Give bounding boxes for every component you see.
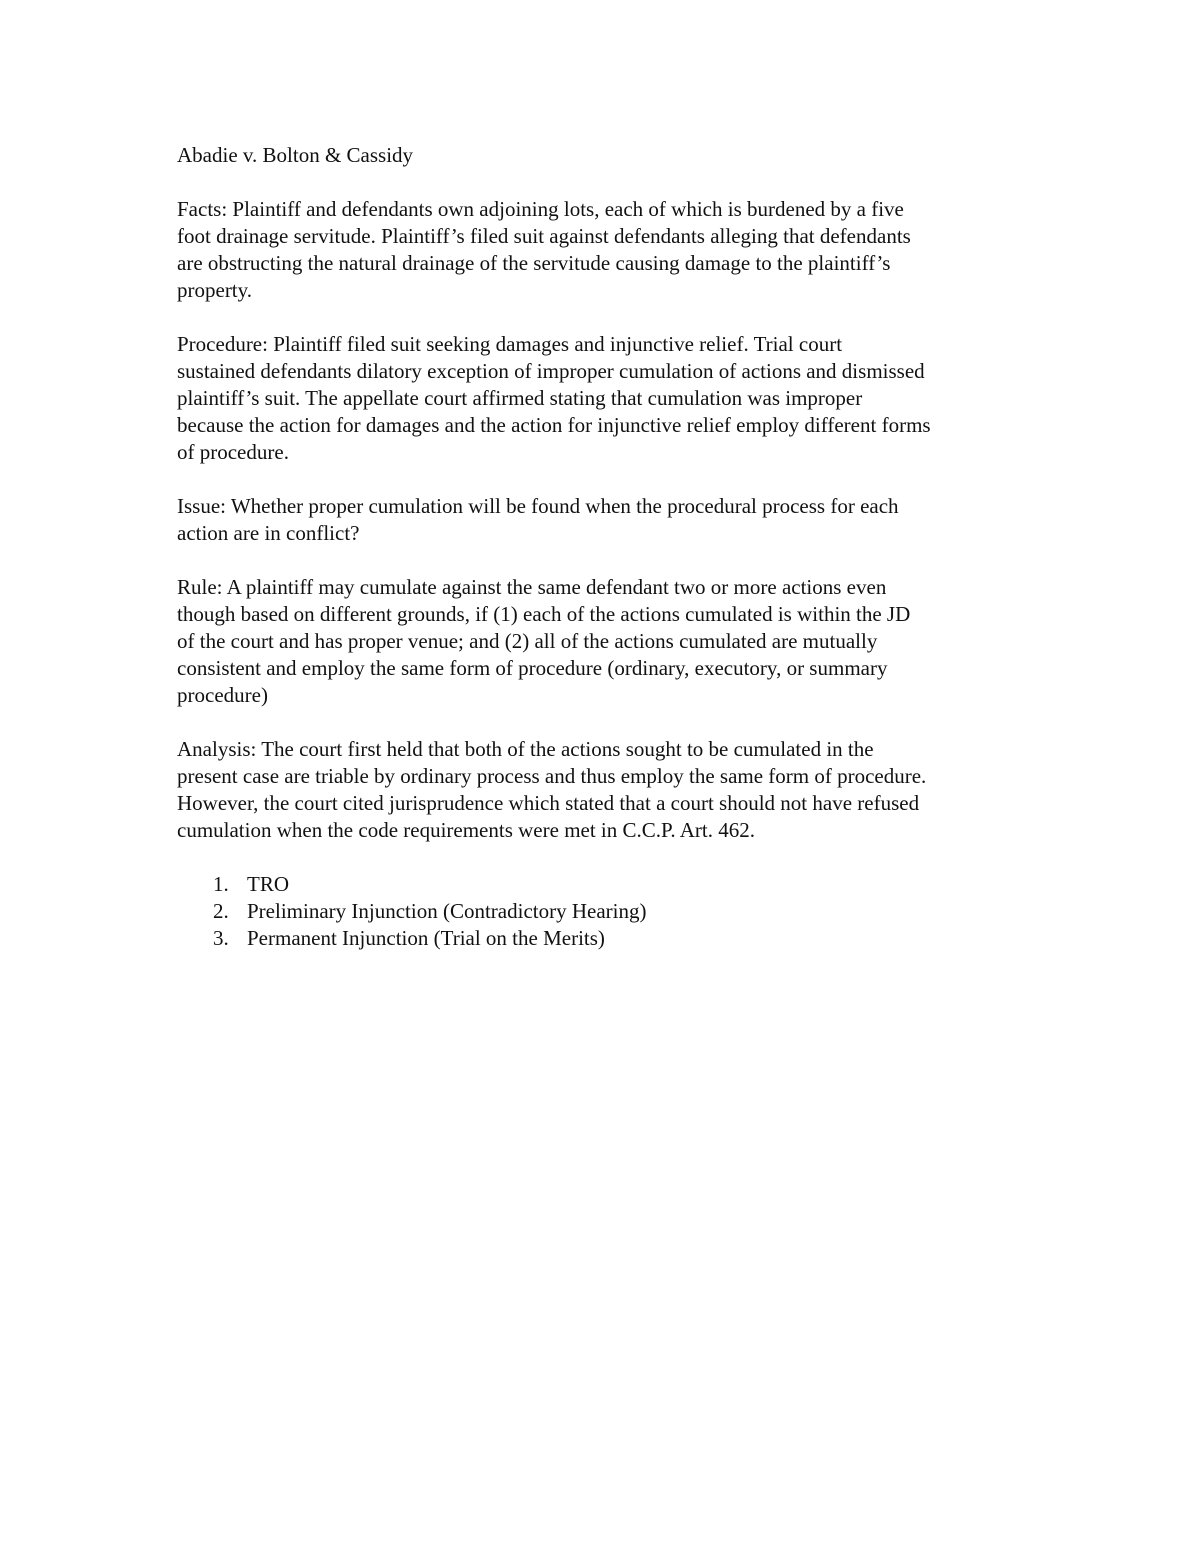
paragraph-line: property. bbox=[177, 278, 253, 302]
list-item-text: Permanent Injunction (Trial on the Merits) bbox=[247, 926, 605, 950]
rule-paragraph bbox=[177, 574, 1027, 709]
paragraph-line: plaintiff’s suit. The appellate court affirmed stating that cumulation was improper bbox=[177, 386, 863, 410]
paragraph-line: Issue: Whether proper cumulation will be found when the procedural process for each bbox=[177, 494, 899, 518]
paragraph-line: because the action for damages and the action for injunctive relief employ different forms bbox=[177, 413, 931, 437]
paragraph-line: sustained defendants dilatory exception of improper cumulation of actions and dismissed bbox=[177, 359, 925, 383]
paragraph-line: are obstructing the natural drainage of the servitude causing damage to the plaintiff’s bbox=[177, 251, 891, 275]
list-item bbox=[177, 898, 1027, 925]
document-body bbox=[177, 142, 1027, 952]
paragraph-line: Procedure: Plaintiff filed suit seeking damages and injunctive relief. Trial court bbox=[177, 332, 843, 356]
paragraph-line: Facts: Plaintiff and defendants own adjoining lots, each of which is burdened by a five bbox=[177, 197, 904, 221]
injunction-list bbox=[177, 871, 1027, 952]
case-title: Abadie v. Bolton & Cassidy bbox=[177, 143, 414, 167]
list-item-text: Preliminary Injunction (Contradictory Hearing) bbox=[247, 899, 647, 923]
analysis-paragraph bbox=[177, 736, 1027, 844]
list-item-number: 1. bbox=[213, 872, 229, 896]
paragraph-line: However, the court cited jurisprudence which stated that a court should not have refused bbox=[177, 791, 920, 815]
paragraph-line: action are in conflict? bbox=[177, 521, 360, 545]
list-item bbox=[177, 925, 1027, 952]
list-item-number: 3. bbox=[213, 926, 229, 950]
paragraph-line: procedure) bbox=[177, 683, 268, 707]
paragraph-line: though based on different grounds, if (1) each of the actions cumulated is within the JD bbox=[177, 602, 911, 626]
procedure-paragraph bbox=[177, 331, 1027, 466]
list-item-number: 2. bbox=[213, 899, 229, 923]
paragraph-line: present case are triable by ordinary process and thus employ the same form of procedure. bbox=[177, 764, 927, 788]
paragraph-line: consistent and employ the same form of procedure (ordinary, executory, or summary bbox=[177, 656, 888, 680]
paragraph-line: of the court and has proper venue; and (2) all of the actions cumulated are mutually bbox=[177, 629, 878, 653]
paragraph-line: foot drainage servitude. Plaintiff’s filed suit against defendants alleging that defendants bbox=[177, 224, 911, 248]
paragraph-line: cumulation when the code requirements were met in C.C.P. Art. 462. bbox=[177, 818, 755, 842]
paragraph-line: of procedure. bbox=[177, 440, 289, 464]
paragraph-line: Rule: A plaintiff may cumulate against the same defendant two or more actions even bbox=[177, 575, 887, 599]
paragraph-line: Analysis: The court first held that both of the actions sought to be cumulated in the bbox=[177, 737, 874, 761]
facts-paragraph bbox=[177, 196, 1027, 304]
list-item bbox=[177, 871, 1027, 898]
issue-paragraph bbox=[177, 493, 1027, 547]
list-item-text: TRO bbox=[247, 872, 289, 896]
